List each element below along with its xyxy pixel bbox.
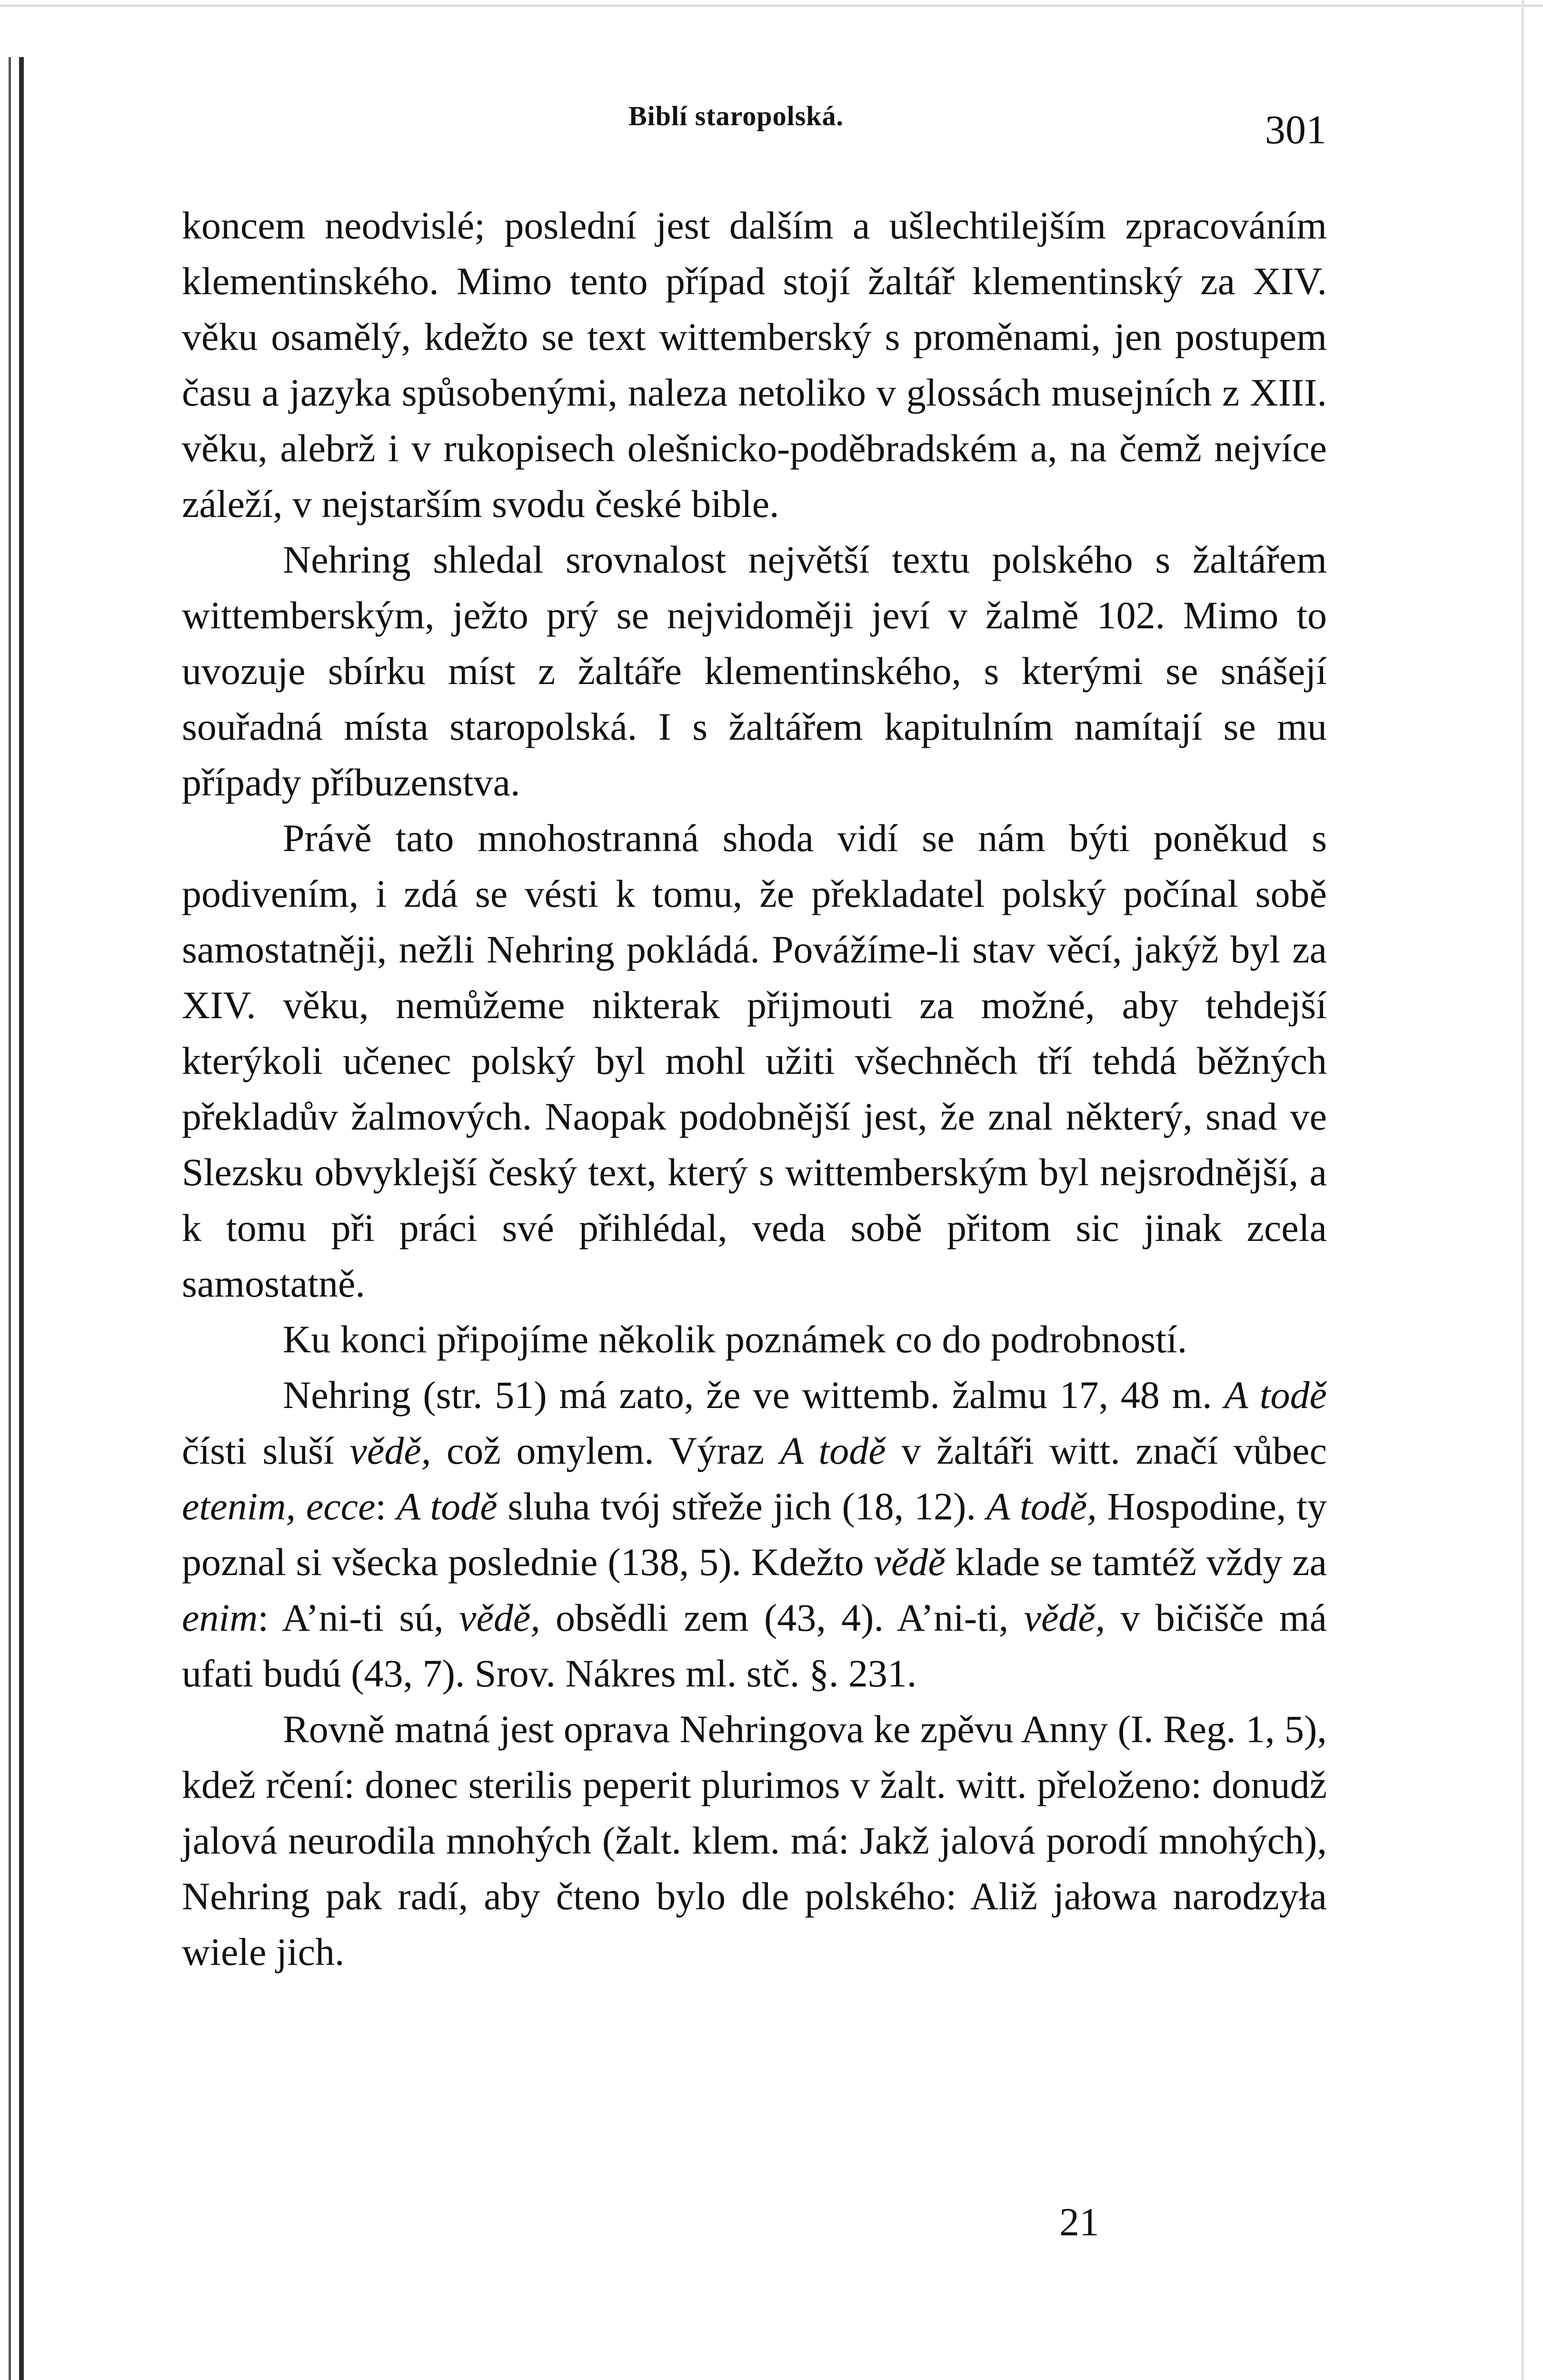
body-text xyxy=(182,198,1327,1980)
italic-phrase: vědě, xyxy=(349,1429,431,1472)
scan-right-edge xyxy=(1522,0,1524,2380)
text-run: Rovně matná jest oprava Nehringova ke zpěvu Anny (I. Reg. 1, 5), kdež rčení: donec sterilis peperit plurimos v žalt. witt. přeloženo: donudž jalová neurodila mnohých (žalt. klem. má: Jakž jalová porodí mnohých), Nehring pak radí, aby čteno bylo dle polského: Aliž jałowa narodzyła wiele jich. xyxy=(182,1707,1327,1973)
paragraph xyxy=(182,1701,1327,1980)
signature-mark: 21 xyxy=(1059,2200,1099,2244)
italic-phrase: A todě, xyxy=(986,1485,1097,1528)
text-run: : A’ni-ti sú, xyxy=(258,1596,459,1639)
italic-phrase: A todě xyxy=(1224,1373,1327,1417)
text-run: což omylem. Výraz xyxy=(431,1429,780,1472)
text-run: v žaltáři witt. značí vůbec xyxy=(886,1429,1327,1472)
italic-phrase: vědě xyxy=(874,1540,946,1584)
italic-phrase: vědě, xyxy=(1024,1596,1105,1639)
italic-phrase: A todě xyxy=(780,1429,886,1472)
text-run: obsědli zem (43, 4). A’ni-ti, xyxy=(540,1596,1024,1639)
running-head: Biblí staropolská. xyxy=(628,100,844,131)
scan-binding-edge xyxy=(19,57,24,2380)
italic-phrase: A todě xyxy=(397,1485,498,1528)
scan-top-edge xyxy=(0,5,1543,7)
text-run: : xyxy=(375,1485,397,1528)
text-run: koncem neodvislé; poslední jest dalším a ušlechtilejším zpracováním klementinského. Mimo tento případ stojí žaltář klementinský za XIV. věku osamělý, kdežto se text wittemberský s proměnami, jen postupem času a jazyka spůsobenými, naleza netoliko v glossách musejních z XIII. věku, alebrž i v rukopisech olešnicko-poděbradském a, na čemž nejvíce záleží, v nejstarším svodu české bible. xyxy=(182,204,1327,526)
paragraph xyxy=(182,1367,1327,1701)
paragraph xyxy=(182,1311,1327,1367)
paragraph xyxy=(182,532,1327,810)
italic-phrase: vědě, xyxy=(459,1596,540,1639)
page-number: 301 xyxy=(1265,107,1326,152)
paragraph xyxy=(182,810,1327,1311)
text-run: Nehring shledal srovnalost největší textu polského s žaltářem wittemberským, ježto prý se nejvidoměji jeví v žalmě 102. Mimo to uvozuje sbírku míst z žaltáře klementinského, s kterými se snášejí souřadná místa staropolská. I s žaltářem kapitulním namítají se mu případy příbuzenstva. xyxy=(182,538,1327,804)
text-run: sluha tvój střeže jich (18, 12). xyxy=(497,1485,986,1528)
text-run: v bičišče má ufati budú (43, 7). Srov. Nákres ml. stč. §. 231. xyxy=(182,1596,1327,1695)
paragraph xyxy=(182,198,1327,532)
text-run: Nehring (str. 51) má zato, že ve wittemb. žalmu 17, 48 m. xyxy=(283,1373,1224,1417)
text-run: Právě tato mnohostranná shoda vidí se nám býti poněkud s podivením, i zdá se vésti k tomu, že překladatel polský počínal sobě samostatněji, nežli Nehring pokládá. Povážíme-li stav věcí, jakýž byl za XIV. věku, nemůžeme nikterak přijmouti za možné, aby tehdejší kterýkoli učenec polský byl mohl užiti všechněch tří tehdá běžných překladův žalmových. Naopak podobnější jest, že znal některý, snad ve Slezsku obvyklejší český text, který s wittemberským byl nejsrodnější, a k tomu při práci své přihlédal, veda sobě přitom sic jinak zcela samostatně. xyxy=(182,816,1327,1305)
text-run: Ku konci připojíme několik poznámek co do podrobností. xyxy=(283,1318,1187,1361)
text-run: Hospodine, ty poznal si všecka poslednie (138, 5). Kdežto xyxy=(182,1485,1327,1584)
italic-phrase: enim xyxy=(182,1596,258,1639)
italic-phrase: etenim, ecce xyxy=(182,1485,376,1528)
scan-binding-edge-outer xyxy=(9,57,11,2380)
text-run: klade se tamtéž vždy za xyxy=(945,1540,1327,1584)
text-run: čísti sluší xyxy=(182,1429,350,1472)
